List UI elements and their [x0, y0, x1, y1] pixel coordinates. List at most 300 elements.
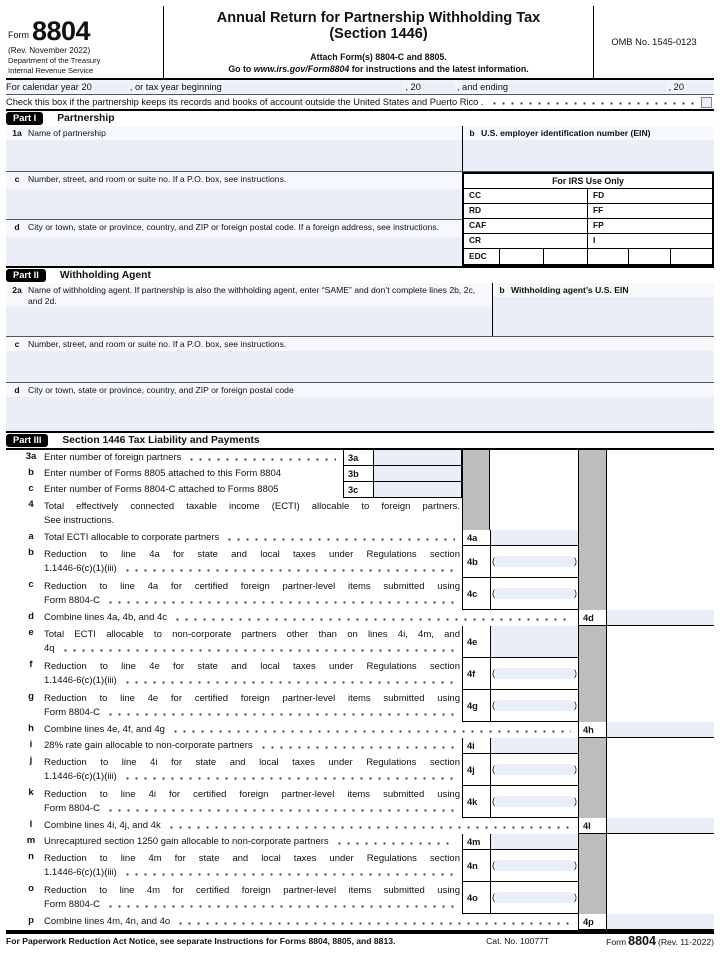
linenum-4b: 4b	[462, 546, 490, 578]
omb-number: OMB No. 1545-0123	[611, 37, 697, 47]
irs-i-cell: I	[593, 235, 596, 245]
linenum-4m: 4m	[462, 834, 490, 850]
paren-open: (	[492, 700, 496, 711]
line-4o-description	[6, 882, 462, 914]
irs-fp-cell: FP	[593, 220, 604, 230]
line-4-letter: 4	[28, 499, 34, 510]
linenum-3b: 3b	[343, 466, 373, 482]
partnership-street-input[interactable]	[6, 189, 462, 220]
shaded-area	[578, 578, 607, 610]
description-line: Reduction to line 4a for state and local taxes under Regulations section	[44, 549, 460, 560]
description-line: Reduction to line 4i for certified foreign partner-level items submitted using	[44, 789, 460, 800]
amount-input-4f[interactable]	[495, 668, 574, 679]
linenum-4c: 4c	[462, 578, 490, 610]
blank-area	[490, 450, 578, 466]
description-line	[44, 723, 576, 737]
line-4n-letter: n	[28, 851, 34, 862]
part3-row-4n	[6, 850, 714, 882]
description-text: 4q	[44, 643, 55, 654]
entry-3a	[373, 450, 462, 466]
description-text: 28% rate gain allocable to non-corporate partners	[44, 740, 253, 751]
line-4a-letter: a	[28, 531, 34, 542]
dot-leader	[105, 594, 455, 608]
part3-table	[6, 448, 714, 932]
part1-table	[6, 126, 714, 266]
part3-row-4b	[6, 546, 714, 578]
catalog-number: Cat. No. 10077T	[486, 936, 550, 946]
withholding-agent-name-input[interactable]	[6, 307, 492, 336]
part3-row-3c	[6, 482, 714, 498]
line-4l-letter: l	[29, 819, 33, 830]
entry-4o	[490, 882, 578, 914]
line-4-description	[6, 498, 462, 530]
description-text: Combine lines 4e, 4f, and 4g	[44, 724, 165, 735]
irs-edc-blank2	[544, 249, 588, 266]
amount-input-3c[interactable]	[374, 482, 461, 497]
irs-cr-cell: CR	[464, 234, 588, 248]
form-number: 8804	[32, 16, 91, 47]
line1b-number: b	[469, 128, 475, 138]
paren-open: (	[492, 764, 496, 775]
amount-input-4n[interactable]	[495, 860, 574, 871]
part3-row-4d	[6, 610, 714, 626]
description-line	[44, 866, 460, 880]
irs-edc-blank5	[671, 249, 712, 266]
linenum-3c: 3c	[343, 482, 373, 498]
paren-close: )	[573, 860, 577, 871]
amount-input-3b[interactable]	[374, 466, 461, 481]
line-4d-description	[6, 610, 578, 626]
linenum-3a: 3a	[343, 450, 373, 466]
form-footer	[6, 932, 714, 947]
dot-leader	[224, 531, 455, 545]
linenum-4l: 4l	[578, 818, 607, 834]
part3-row-3b	[6, 466, 714, 482]
line-4f-letter: f	[29, 659, 33, 670]
part3-row-4o	[6, 882, 714, 914]
part3-row-4k	[6, 786, 714, 818]
paren-close: )	[573, 668, 577, 679]
line-4k-description	[6, 786, 462, 818]
entry-3b	[373, 466, 462, 482]
line-4d-letter: d	[28, 611, 34, 622]
form-word: Form	[8, 29, 29, 40]
line-4e-description	[6, 626, 462, 658]
description-line: Total effectively connected taxable income (ECTI) allocable to foreign partners.	[44, 501, 460, 512]
entry-4d	[607, 610, 714, 626]
irs-fd-cell: FD	[593, 190, 605, 200]
irs-name: Internal Revenue Service	[8, 66, 94, 76]
shaded-area	[578, 626, 607, 658]
description-text: Combine lines 4a, 4b, and 4c	[44, 612, 168, 623]
part2-bar	[6, 266, 714, 283]
ending-year-input[interactable]	[686, 81, 712, 93]
entry-4a	[490, 530, 578, 546]
description-text: Enter number of foreign partners	[44, 452, 182, 463]
description-line: Enter number of Forms 8805 attached to this Form 8804	[44, 468, 282, 479]
blank-area	[607, 658, 714, 690]
description-text: 1.1446-6(c)(1)(iii)	[44, 675, 117, 686]
paren-close: )	[573, 796, 577, 807]
description-line	[44, 898, 460, 912]
blank-area	[607, 786, 714, 818]
line-3a-description	[6, 450, 343, 466]
form-header	[6, 6, 714, 80]
entry-4n	[490, 850, 578, 882]
line-4b-letter: b	[28, 547, 34, 558]
tax-year-line	[6, 80, 714, 95]
dot-leader	[186, 451, 336, 465]
shaded-area	[462, 466, 490, 482]
blank-area	[490, 466, 578, 482]
description-text: 1.1446-6(c)(1)(iii)	[44, 867, 117, 878]
paren-open: (	[492, 892, 496, 903]
part3-bar	[6, 431, 714, 448]
irs-caf-cell: CAF	[464, 219, 588, 233]
paren-open: (	[492, 588, 496, 599]
description-text: 1.1446-6(c)(1)(iii)	[44, 771, 117, 782]
part3-row-4m	[6, 834, 714, 850]
amount-input-4k[interactable]	[495, 796, 574, 807]
entry-4b	[490, 546, 578, 578]
beginning-year-input[interactable]	[423, 81, 455, 93]
blank-area	[607, 754, 714, 786]
description-line	[44, 835, 460, 849]
description-text: Total ECTI allocable to corporate partners	[44, 532, 220, 543]
dot-leader	[166, 819, 571, 833]
blank-area	[607, 834, 714, 850]
entry-4l	[607, 818, 714, 834]
part3-row-4l	[6, 818, 714, 834]
dot-leader	[122, 562, 455, 576]
entry-4e	[490, 626, 578, 658]
line2a-number: 2a	[12, 285, 22, 295]
dot-leader	[175, 915, 571, 929]
line1d-number: d	[14, 221, 20, 232]
agent-street-input[interactable]	[6, 351, 714, 382]
line-4c-letter: c	[28, 579, 34, 590]
blank-area	[607, 482, 714, 498]
year-seg4: , and ending	[456, 82, 509, 92]
line2b-number: b	[499, 285, 505, 295]
shaded-area	[578, 690, 607, 722]
year-seg1: For calendar year 20	[6, 82, 92, 92]
line-3c-letter: c	[28, 483, 34, 494]
amount-input-4p[interactable]	[607, 914, 714, 929]
entry-4p	[607, 914, 714, 930]
records-outside-us-line	[6, 95, 714, 109]
entry-4i	[490, 738, 578, 754]
description-line: Reduction to line 4i for state and local taxes under Regulations section	[44, 757, 460, 768]
dot-leader	[122, 674, 455, 688]
footer-form-word: Form	[606, 936, 627, 947]
part3-row-4e	[6, 626, 714, 658]
paren-close: )	[573, 700, 577, 711]
line2d-number: d	[14, 385, 20, 395]
blank-area	[607, 498, 714, 530]
irs-rd-cell: RD	[464, 204, 588, 218]
paren-open: (	[492, 796, 496, 807]
amount-input-3a[interactable]	[374, 450, 461, 465]
entry-4g	[490, 690, 578, 722]
blank-area	[607, 450, 714, 466]
description-line	[44, 562, 460, 576]
blank-area	[607, 738, 714, 754]
description-line	[44, 674, 460, 688]
description-line: Reduction to line 4m for state and local taxes under Regulations section	[44, 853, 460, 864]
dot-leader	[122, 866, 455, 880]
line2d-label: City or town, state or province, country, and ZIP or foreign postal code	[28, 385, 294, 395]
linenum-4a: 4a	[462, 530, 490, 546]
irs-edc-blank1	[500, 249, 544, 266]
description-line	[44, 642, 460, 656]
partnership-ein-input[interactable]	[463, 140, 714, 171]
line1a-label: Name of partnership	[28, 128, 106, 138]
tax-year-beginning-input[interactable]	[224, 81, 404, 93]
entry-4m	[490, 834, 578, 850]
description-line	[44, 451, 341, 465]
dot-leader	[105, 802, 455, 816]
description-line: Enter number of Forms 8804-C attached to Forms 8805	[44, 484, 279, 495]
paren-open: (	[492, 860, 496, 871]
description-line: Reduction to line 4e for state and local taxes under Regulations section	[44, 661, 460, 672]
description-line	[44, 594, 460, 608]
line-4c-description	[6, 578, 462, 610]
shaded-area	[578, 546, 607, 578]
part3-title: Section 1446 Tax Liability and Payments	[62, 435, 260, 446]
description-line	[44, 706, 460, 720]
dot-leader	[122, 770, 455, 784]
blank-area	[490, 498, 578, 530]
shaded-area	[578, 658, 607, 690]
blank-area	[490, 482, 578, 498]
blank-area	[607, 882, 714, 914]
for-irs-use-only-table	[462, 172, 714, 266]
dot-leader	[60, 642, 455, 656]
description-line: Reduction to line 4e for certified foreign partner-level items submitted using	[44, 693, 460, 704]
line1b-label: U.S. employer identification number (EIN)	[481, 128, 651, 138]
part3-row-4h	[6, 722, 714, 738]
description-text: Unrecaptured section 1250 gain allocable to non-corporate partners	[44, 836, 329, 847]
description-text: Form 8804-C	[44, 707, 100, 718]
line-4b-description	[6, 546, 462, 578]
records-outside-us-checkbox[interactable]	[701, 97, 712, 108]
line-4i-description	[6, 738, 462, 754]
line-4l-description	[6, 818, 578, 834]
linenum-4e: 4e	[462, 626, 490, 658]
amount-input-4g[interactable]	[495, 700, 574, 711]
line-4p-letter: p	[28, 915, 34, 926]
part3-row-3a	[6, 450, 714, 466]
shaded-area	[578, 530, 607, 546]
tax-year-ending-input[interactable]	[510, 81, 666, 93]
blank-area	[607, 466, 714, 482]
line-4g-letter: g	[28, 691, 34, 702]
amount-input-4c[interactable]	[495, 588, 574, 599]
partnership-city-input[interactable]	[6, 237, 462, 267]
entry-4k	[490, 786, 578, 818]
linenum-4i: 4i	[462, 738, 490, 754]
part1-title: Partnership	[57, 113, 115, 124]
line2c-number: c	[14, 339, 20, 349]
footer-form-number: 8804	[628, 934, 656, 948]
shaded-area	[462, 482, 490, 498]
line-4j-letter: j	[29, 755, 33, 766]
amount-input-4l[interactable]	[607, 818, 714, 833]
withholding-agent-ein-input[interactable]	[493, 297, 714, 336]
linenum-4n: 4n	[462, 850, 490, 882]
linenum-4j: 4j	[462, 754, 490, 786]
line-4p-description	[6, 914, 578, 930]
partnership-name-input[interactable]	[6, 140, 462, 171]
line-4a-description	[6, 530, 462, 546]
linenum-4k: 4k	[462, 786, 490, 818]
paren-close: )	[573, 892, 577, 903]
line1c-label: Number, street, and room or suite no. If a P.O. box, see instructions.	[28, 174, 287, 184]
dot-leader	[172, 611, 571, 625]
shaded-area	[578, 754, 607, 786]
irs-ff-cell: FF	[593, 205, 604, 215]
line-4k-letter: k	[28, 787, 34, 798]
irs-edc-blank3	[588, 249, 629, 266]
amount-input-4b[interactable]	[495, 556, 574, 567]
year-seg3: , 20	[405, 82, 421, 92]
line1a-number: 1a	[12, 128, 22, 138]
description-text: Form 8804-C	[44, 595, 100, 606]
description-text: 1.1446-6(c)(1)(iii)	[44, 563, 117, 574]
linenum-4f: 4f	[462, 658, 490, 690]
line2b-label: Withholding agent’s U.S. EIN	[511, 285, 629, 295]
irs-use-only-title: For IRS Use Only	[464, 174, 712, 189]
footer-revision: (Rev. 11-2022)	[657, 936, 714, 947]
part3-row-4f	[6, 658, 714, 690]
line-4h-letter: h	[28, 723, 34, 734]
line-4o-letter: o	[28, 883, 34, 894]
part2-table	[6, 283, 714, 431]
calendar-year-input[interactable]	[94, 81, 128, 93]
dot-leader	[334, 835, 455, 849]
shaded-area	[578, 882, 607, 914]
line-4m-description	[6, 834, 462, 850]
linenum-4h: 4h	[578, 722, 607, 738]
shaded-area	[578, 498, 607, 530]
amount-input-4d[interactable]	[607, 610, 714, 625]
description-line	[44, 531, 460, 545]
entry-4f	[490, 658, 578, 690]
goto-instruction	[170, 64, 587, 76]
form-title-line2: (Section 1446)	[329, 26, 428, 43]
form-title-block	[164, 6, 594, 78]
paren-open: (	[492, 668, 496, 679]
blank-area	[607, 578, 714, 610]
line-3b-description	[6, 466, 343, 482]
description-line: Reduction to line 4a for certified foreign partner-level items submitted using	[44, 581, 460, 592]
amount-input-4a[interactable]	[491, 530, 578, 545]
line-3a-letter: 3a	[25, 451, 37, 462]
form-title-line1: Annual Return for Partnership Withholding Tax	[216, 10, 541, 26]
dept-treasury: Department of the Treasury	[8, 55, 101, 65]
year-seg5: , 20	[668, 82, 684, 92]
part3-row-4a	[6, 530, 714, 546]
blank-area	[607, 626, 714, 658]
part2-label: Part II	[6, 269, 46, 282]
part3-row-4j	[6, 754, 714, 786]
linenum-4d: 4d	[578, 610, 607, 626]
description-line: Reduction to line 4m for certified foreign partner-level items submitted using	[44, 885, 460, 896]
amount-input-4o[interactable]	[495, 892, 574, 903]
line-3c-description	[6, 482, 343, 498]
linenum-4o: 4o	[462, 882, 490, 914]
entry-4h	[607, 722, 714, 738]
description-text: Form 8804-C	[44, 899, 100, 910]
description-line	[44, 739, 460, 753]
amount-input-4m[interactable]	[491, 834, 578, 849]
part2-title: Withholding Agent	[59, 270, 151, 281]
line-4i-letter: i	[29, 739, 33, 750]
part1-bar	[6, 109, 714, 126]
entry-3c	[373, 482, 462, 498]
dot-leader	[170, 723, 571, 737]
description-line	[44, 819, 576, 833]
goto-post: for instructions and the latest information.	[349, 64, 529, 75]
shaded-area	[578, 738, 607, 754]
shaded-area	[578, 450, 607, 466]
shaded-area	[578, 482, 607, 498]
blank-area	[607, 530, 714, 546]
line2a-label: Name of withholding agent. If partnership is also the withholding agent, enter “SAME” and don’t complete lines 2b, 2c, and 2d.	[28, 285, 476, 306]
description-line	[44, 802, 460, 816]
line1d-label: City or town, state or province, country, and ZIP or foreign postal code. If a foreign address, see instructions.	[28, 221, 439, 232]
description-text: Form 8804-C	[44, 803, 100, 814]
dot-leader	[489, 95, 696, 109]
shaded-area	[578, 834, 607, 850]
blank-area	[607, 546, 714, 578]
amount-input-4i[interactable]	[491, 738, 578, 753]
attach-instruction: Attach Form(s) 8804-C and 8805.	[310, 52, 447, 63]
amount-input-4e[interactable]	[491, 626, 578, 657]
line1c-number: c	[14, 174, 20, 184]
line-3b-letter: b	[28, 467, 34, 478]
blank-area	[607, 850, 714, 882]
line-4f-description	[6, 658, 462, 690]
description-text: Combine lines 4m, 4n, and 4o	[44, 916, 171, 927]
description-line	[44, 770, 460, 784]
shaded-area	[578, 466, 607, 482]
part3-row-4g	[6, 690, 714, 722]
form-revision: (Rev. November 2022)	[8, 45, 91, 55]
part3-row-4	[6, 498, 714, 530]
amount-input-4j[interactable]	[495, 764, 574, 775]
dot-leader	[258, 739, 455, 753]
amount-input-4h[interactable]	[607, 722, 714, 737]
paren-close: )	[573, 556, 577, 567]
irs-url: www.irs.gov/Form8804	[253, 64, 350, 75]
description-line: See instructions.	[44, 515, 115, 526]
line-4e-letter: e	[28, 627, 34, 638]
line-4g-description	[6, 690, 462, 722]
irs-edc-blank4	[629, 249, 670, 266]
agent-city-input[interactable]	[6, 397, 714, 431]
shaded-area	[578, 786, 607, 818]
description-line	[44, 611, 576, 625]
blank-area	[607, 690, 714, 722]
part3-row-4i	[6, 738, 714, 754]
paperwork-notice: For Paperwork Reduction Act Notice, see separate Instructions for Forms 8804, 8805, and 8813.	[6, 936, 396, 946]
entry-4c	[490, 578, 578, 610]
irs-cc-cell: CC	[464, 189, 588, 203]
year-seg2: , or tax year beginning	[129, 82, 222, 92]
goto-pre: Go to	[228, 64, 254, 75]
